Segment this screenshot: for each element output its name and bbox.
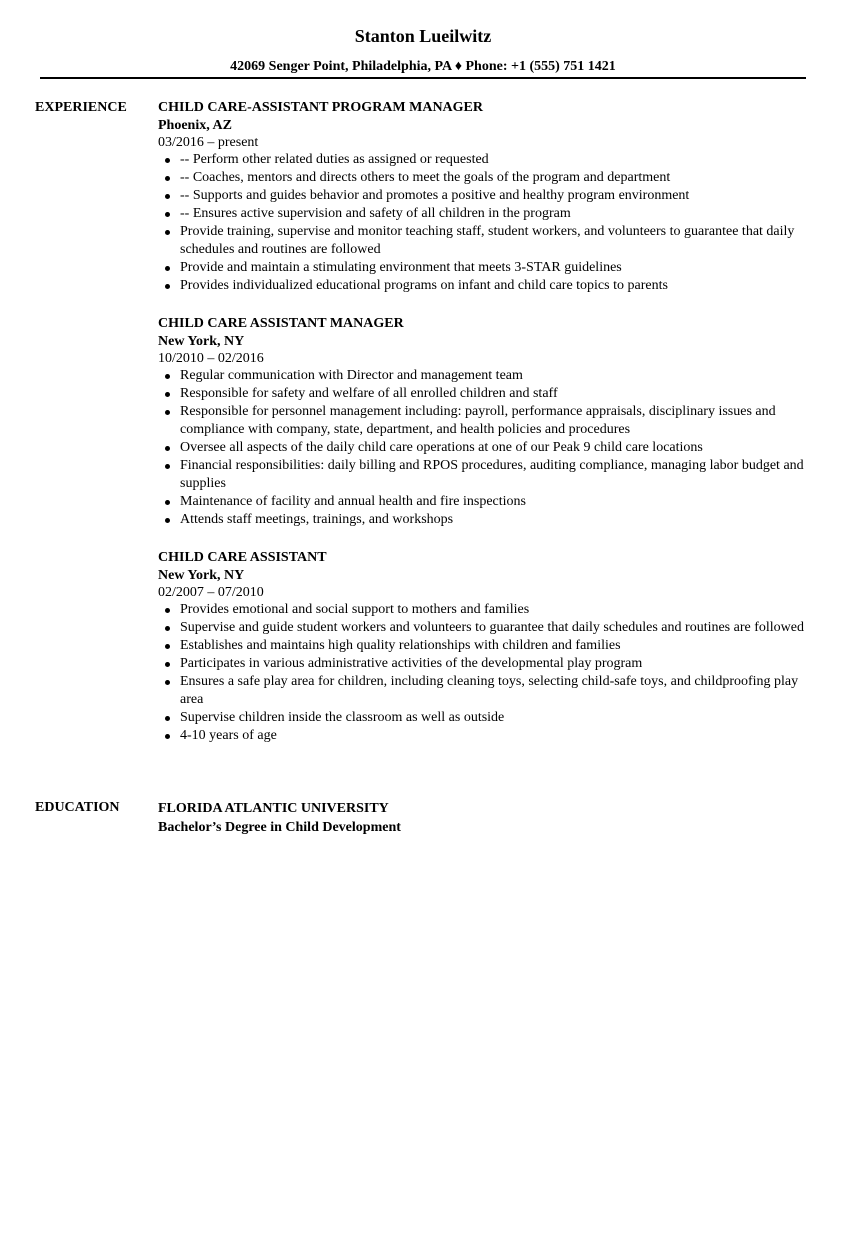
bullet-icon [165,662,170,667]
duty-item: -- Coaches, mentors and directs others to meet the goals of the program and department [158,169,813,187]
duty-item: Supervise and guide student workers and volunteers to guarantee that daily schedules and routines are followed [158,619,813,637]
bullet-icon [165,410,170,415]
bullet-icon [165,212,170,217]
duty-item: -- Supports and guides behavior and promotes a positive and healthy program environment [158,187,813,205]
job-entry [158,549,813,745]
job-title: CHILD CARE ASSISTANT MANAGER [158,316,404,331]
education-entry [158,799,813,837]
duty-item: Regular communication with Director and management team [158,367,813,385]
duty-item: Responsible for safety and welfare of all enrolled children and staff [158,385,813,403]
job-dates: 03/2016 – present [158,135,259,150]
bullet-icon [165,734,170,739]
bullet-icon [165,230,170,235]
job-location: New York, NY [158,568,245,583]
phone: Phone: +1 (555) 751 1421 [465,59,616,74]
job-title: CHILD CARE ASSISTANT [158,550,327,565]
bullet-icon [165,266,170,271]
duty-item: Establishes and maintains high quality relationships with children and families [158,637,813,655]
section-title-education: EDUCATION [35,800,120,815]
bullet-icon [165,464,170,469]
job-duties [158,601,813,745]
job-dates: 02/2007 – 07/2010 [158,585,264,600]
bullet-icon [165,446,170,451]
duty-item: Oversee all aspects of the daily child care operations at one of our Peak 9 child care locations [158,439,813,457]
job-title: CHILD CARE-ASSISTANT PROGRAM MANAGER [158,100,484,115]
duty-item: Attends staff meetings, trainings, and workshops [158,511,813,529]
duty-item: Participates in various administrative activities of the developmental play program [158,655,813,673]
school-name: FLORIDA ATLANTIC UNIVERSITY [158,801,389,816]
job-duties [158,367,813,529]
bullet-icon [165,518,170,523]
duty-item: Responsible for personnel management including: payroll, performance appraisals, disciplinary issues and compliance with company, state, department, and health policies and procedures [158,403,813,439]
duty-item: Provides individualized educational programs on infant and child care topics to parents [158,277,813,295]
bullet-icon [165,194,170,199]
duty-item: Ensures a safe play area for children, including cleaning toys, selecting child-safe toys, and childproofing play area [158,673,813,709]
bullet-icon [165,608,170,613]
candidate-name: Stanton Lueilwitz [354,26,492,46]
bullet-icon [165,284,170,289]
duty-item: Provide and maintain a stimulating environment that meets 3-STAR guidelines [158,259,813,277]
diamond-separator-icon: ♦ [454,59,462,74]
bullet-icon [165,176,170,181]
duty-item: Financial responsibilities: daily billing and RPOS procedures, auditing compliance, managing labor budget and supplies [158,457,813,493]
bullet-icon [165,374,170,379]
job-duties [158,151,813,295]
bullet-icon [165,500,170,505]
degree: Bachelor’s Degree in Child Development [158,820,401,835]
job-entry [158,99,813,295]
duty-item: 4-10 years of age [158,727,813,745]
experience-list [158,99,813,765]
duty-item: Provide training, supervise and monitor teaching staff, student workers, and volunteers to guarantee that daily schedules and routines are followed [158,223,813,259]
duty-item: -- Perform other related duties as assigned or requested [158,151,813,169]
section-title-experience: EXPERIENCE [35,100,127,115]
job-location: New York, NY [158,334,245,349]
resume-header [40,24,806,76]
job-entry [158,315,813,529]
contact-line [40,58,806,76]
job-location: Phoenix, AZ [158,118,232,133]
bullet-icon [165,158,170,163]
bullet-icon [165,626,170,631]
duty-item: Supervise children inside the classroom as well as outside [158,709,813,727]
bullet-icon [165,392,170,397]
duty-item: -- Ensures active supervision and safety of all children in the program [158,205,813,223]
bullet-icon [165,680,170,685]
duty-item: Maintenance of facility and annual health and fire inspections [158,493,813,511]
duty-item: Provides emotional and social support to mothers and families [158,601,813,619]
header-divider [40,77,806,79]
bullet-icon [165,644,170,649]
job-dates: 10/2010 – 02/2016 [158,351,264,366]
address: 42069 Senger Point, Philadelphia, PA [230,59,452,74]
bullet-icon [165,716,170,721]
